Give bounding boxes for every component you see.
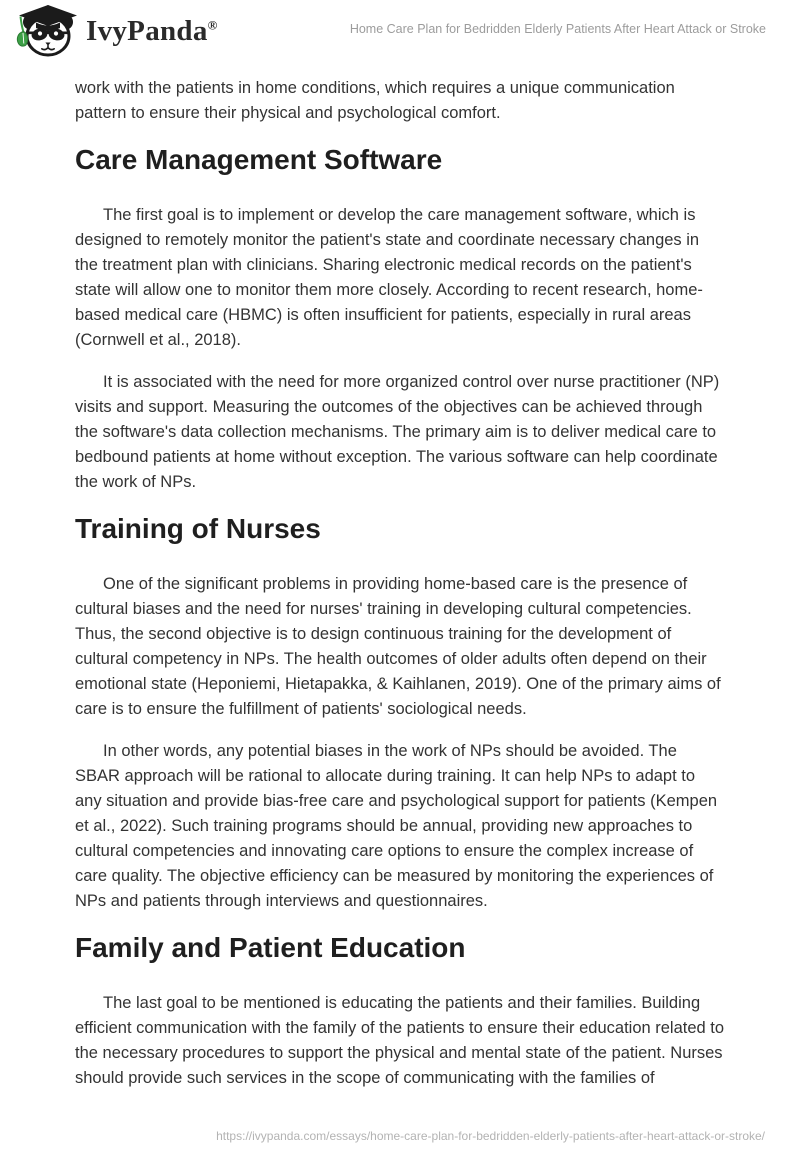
paragraph: In other words, any potential biases in the work of NPs should be avoided. The SBAR approach will be rational to allocate during training. It can help NPs to adapt to any situation and provide bias-free care and psychological support for patients (Kempen et al., 2022). Such training programs should be annual, providing new approaches to cultural competencies and innovating care options to ensure the complex increase of care quality. The objective efficiency can be measured by monitoring the experiences of NPs and patients through interviews and questionnaires. [75,742,718,910]
footer-source-url[interactable]: https://ivypanda.com/essays/home-care-plan-for-bedridden-elderly-patients-after-heart-attack-or-stroke/ [216,1129,765,1143]
paragraph: It is associated with the need for more organized control over nurse practitioner (NP) visits and support. Measuring the outcomes of the objectives can be achieved through the software's data collection mechanisms. The primary aim is to deliver medical care to bedbound patients at home without exception. The various software can help coordinate the work of NPs. [75,373,720,491]
section-heading-family-and-patient-education: Family and Patient Education [75,932,466,963]
paragraph: One of the significant problems in providing home-based care is the presence of cultural biases and the need for nurses' training in developing cultural competencies. Thus, the second objective is to design continuous training for the development of cultural competency in NPs. The health outcomes of older adults often depend on their emotional state (Heponiemi, Hietapakka, & Kaihlanen, 2019). One of the primary aims of care is to ensure the fulfillment of patients' sociological needs. [75,575,721,718]
brand-text: IvyPanda [86,15,208,47]
essay-body [0,62,800,1091]
brand-name [86,15,218,48]
ivypanda-logo [13,4,79,58]
section-heading-training-of-nurses: Training of Nurses [75,513,321,544]
registered-trademark-symbol: ® [207,17,218,33]
section-heading-care-management-software: Care Management Software [75,144,443,175]
paragraph-continuation: work with the patients in home conditions, which requires a unique communication pattern to ensure their physical and psychological comfort. [75,79,675,122]
paragraph: The last goal to be mentioned is educating the patients and their families. Building efficient communication with the family of the patients to ensure their education related to the necessary procedures to support the physical and mental state of the patient. Nurses should provide such services in the scope of communicating with the families of [75,994,725,1087]
document-title: Home Care Plan for Bedridden Elderly Patients After Heart Attack or Stroke [349,22,766,36]
page-header [0,0,800,62]
paragraph: The first goal is to implement or develop the care management software, which is designed to remotely monitor the patient's state and coordinate necessary changes in the treatment plan with clinicians. Sharing electronic medical records on the patient's state will allow one to monitor them more closely. According to recent research, home-based medical care (HBMC) is often insufficient for patients, especially in rural areas (Cornwell et al., 2018). [75,206,703,349]
